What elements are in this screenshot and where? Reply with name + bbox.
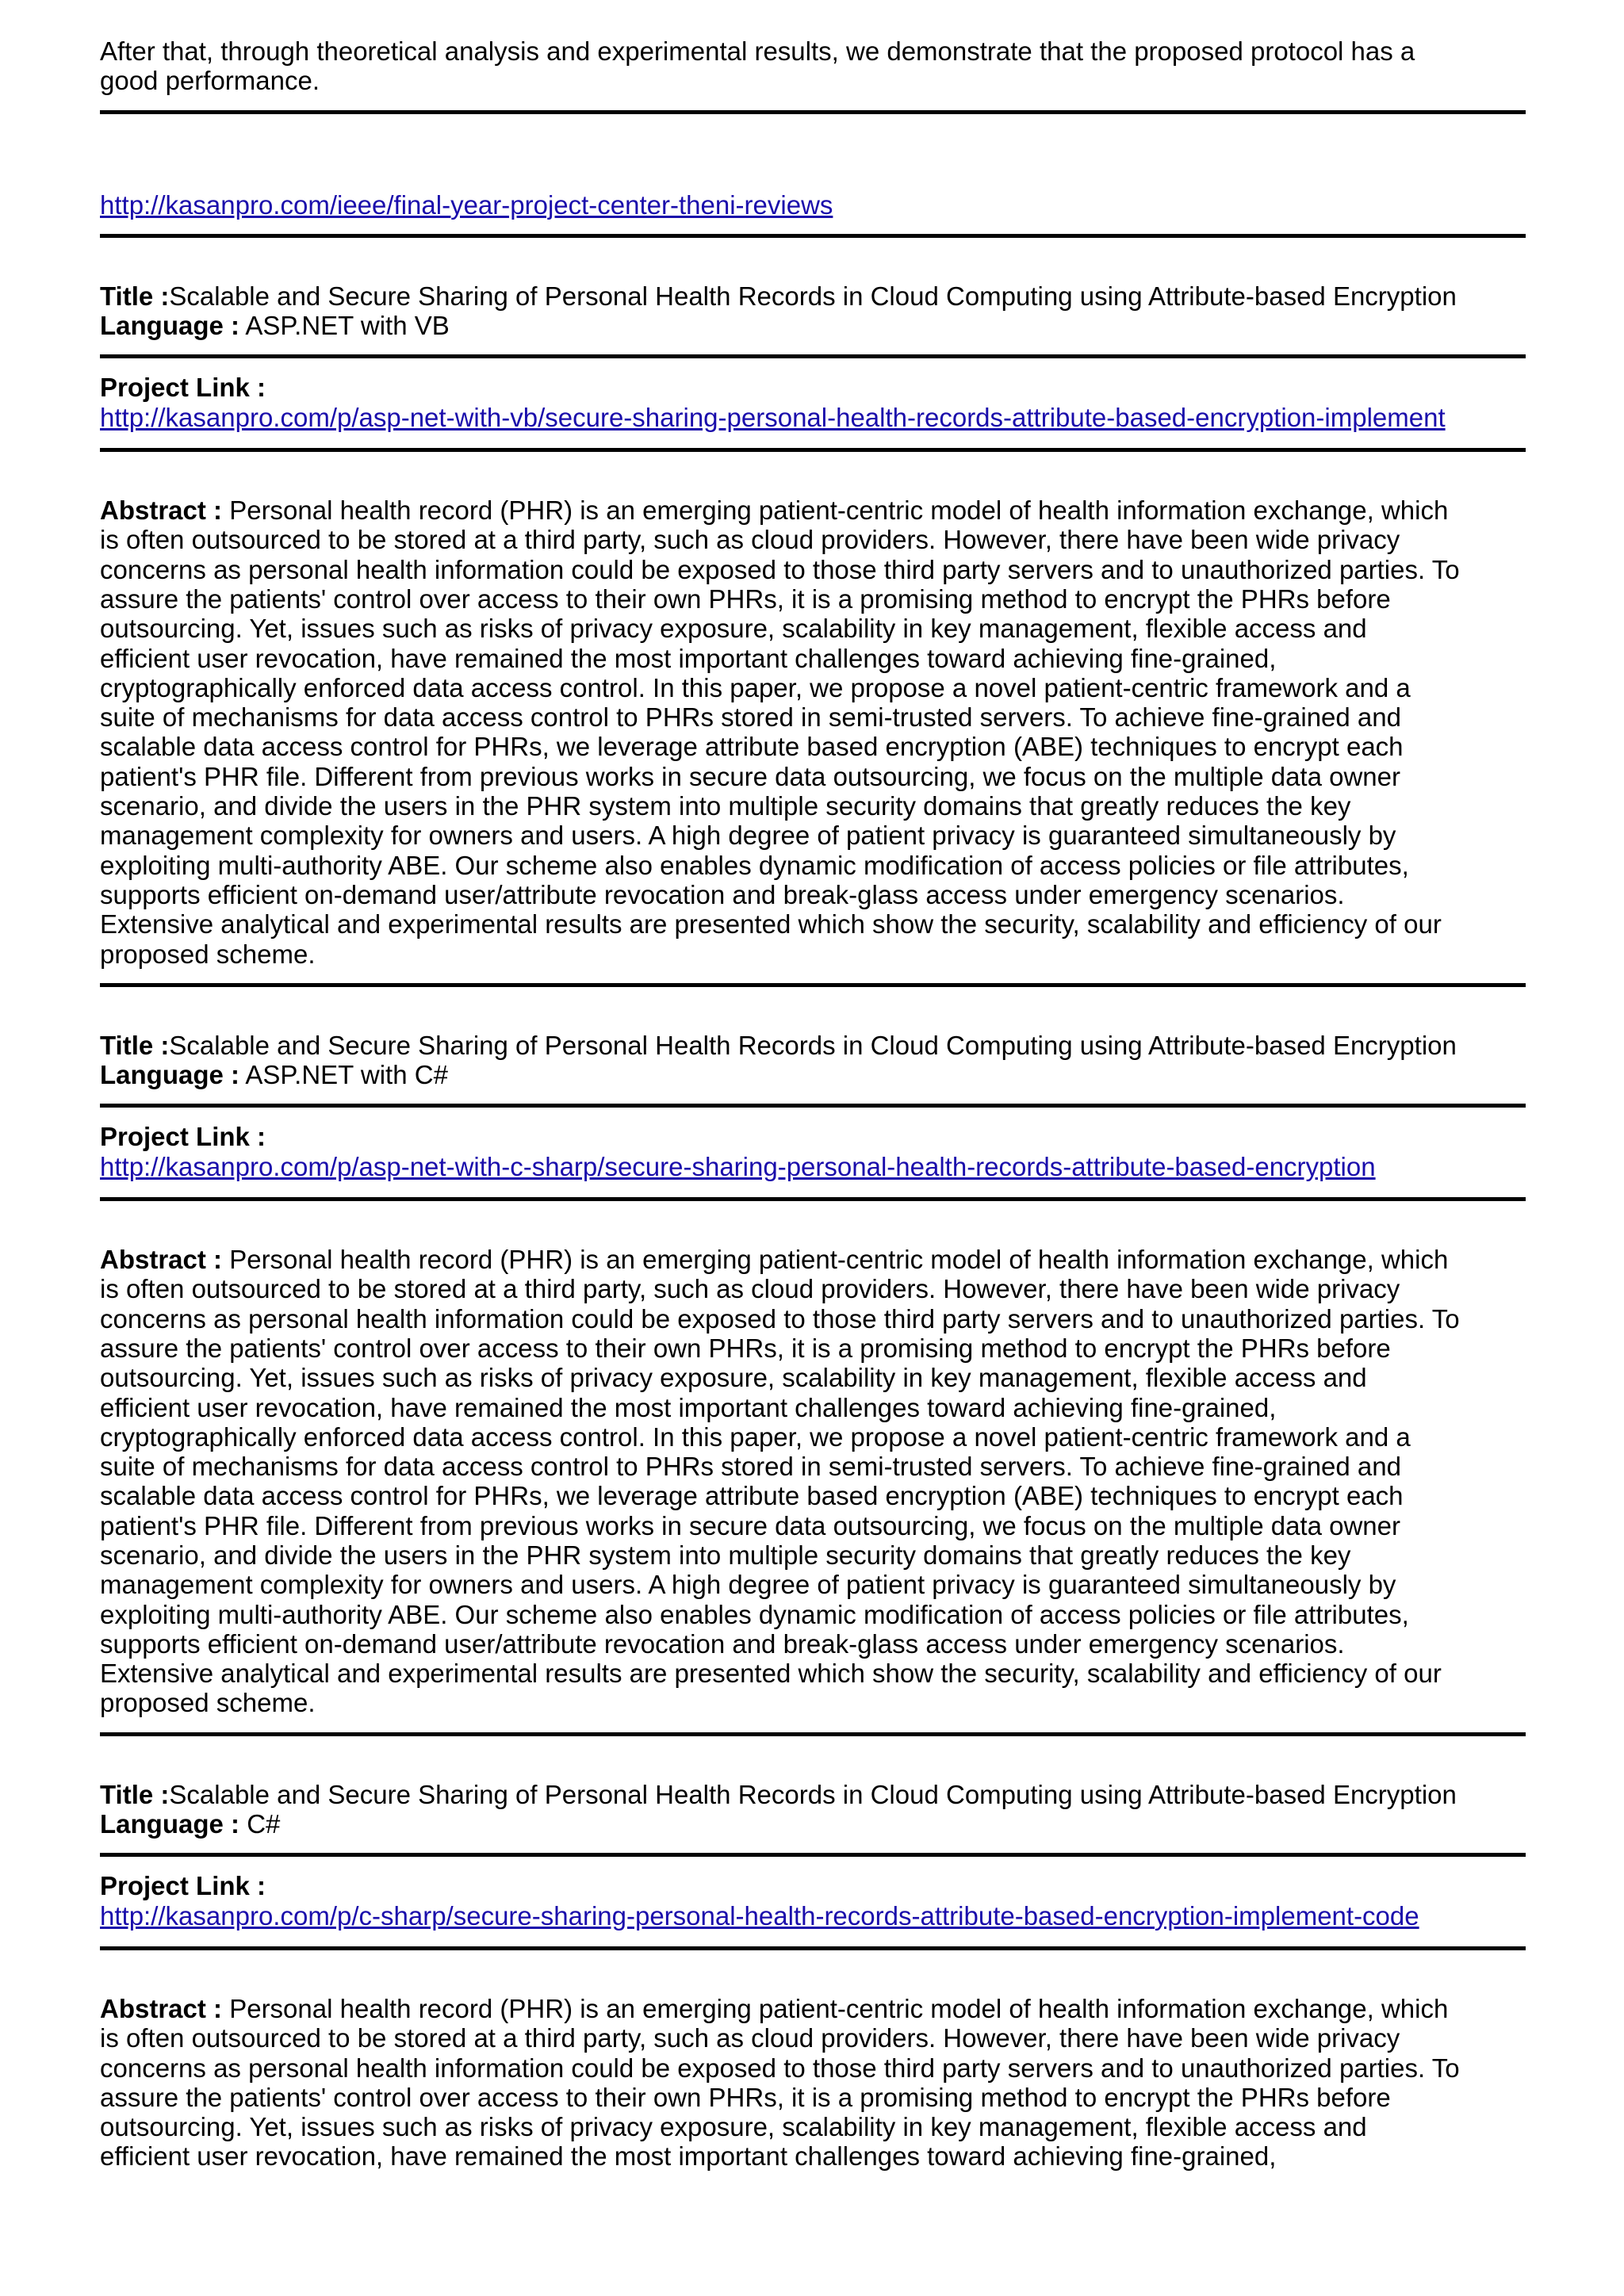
divider [100, 1732, 1526, 1736]
divider [100, 1946, 1526, 1950]
title-line [100, 281, 1526, 311]
project-entry [100, 281, 1526, 987]
title-line [100, 1780, 1526, 1809]
divider [100, 354, 1526, 358]
reviews-link[interactable]: http://kasanpro.com/ieee/final-year-project-center-theni-reviews [100, 189, 833, 220]
abstract-label: Abstract : [100, 1245, 223, 1275]
project-title: Scalable and Secure Sharing of Personal Health Records in Cloud Computing using Attribute-based Encryption [169, 1030, 1457, 1060]
divider [100, 983, 1526, 987]
project-entry [100, 1031, 1526, 1736]
abstract-text: Personal health record (PHR) is an emerging patient-centric model of health information exchange, which is often outsourced to be stored at a third party, such as cloud providers. However, there have been wide privacy concerns as personal health information could be exposed to those third party servers and to unauthorized parties. To assure the patients' control over access to their own PHRs, it is a promising method to encrypt the PHRs before outsourcing. Yet, issues such as risks of privacy exposure, scalability in key management, flexible access and efficient user revocation, have remained the most important challenges toward achieving fine-grained, [100, 1993, 1460, 2172]
title-label: Title : [100, 1030, 170, 1060]
abstract-text: Personal health record (PHR) is an emerging patient-centric model of health information exchange, which is often outsourced to be stored at a third party, such as cloud providers. However, there have been wide privacy concerns as personal health information could be exposed to those third party servers and to unauthorized parties. To assure the patients' control over access to their own PHRs, it is a promising method to encrypt the PHRs before outsourcing. Yet, issues such as risks of privacy exposure, scalability in key management, flexible access and efficient user revocation, have remained the most important challenges toward achieving fine-grained, cryptographically enforced data access control. In this paper, we propose a novel patient-centric framework and a suite of mechanisms for data access control to PHRs stored in semi-trusted servers. To achieve fine-grained and scalable data access control for PHRs, we leverage attribute based encryption (ABE) techniques to encrypt each patient's PHR file. Different from previous works in secure data outsourcing, we focus on the multiple data owner scenario, and divide the users in the PHR system into multiple security domains that greatly reduces the key management complexity for owners and users. A high degree of patient privacy is guaranteed simultaneously by exploiting multi-authority ABE. Our scheme also enables dynamic modification of access policies or file attributes, supports efficient on-demand user/attribute revocation and break-glass access under emergency scenarios. Extensive analytical and experimental results are presented which show the security, scalability and efficiency of our proposed scheme. [100, 1245, 1460, 1718]
project-title: Scalable and Secure Sharing of Personal Health Records in Cloud Computing using Attribute-based Encryption [169, 281, 1457, 311]
abstract-paragraph [100, 1994, 1526, 2172]
abstract-label: Abstract : [100, 1993, 223, 2023]
project-entry [100, 1780, 1526, 2172]
document-page [100, 36, 1526, 2172]
project-link-label: Project Link : [100, 1122, 266, 1152]
entry-header [100, 1031, 1526, 1090]
abstract-label: Abstract : [100, 496, 223, 526]
project-link-block [100, 1122, 1526, 1181]
divider [100, 1197, 1526, 1201]
title-label: Title : [100, 1779, 170, 1809]
abstract-paragraph [100, 1245, 1526, 1718]
project-link[interactable]: http://kasanpro.com/p/c-sharp/secure-sharing-personal-health-records-attribute-based-encryption-implement-code [100, 1900, 1419, 1931]
entry-header [100, 281, 1526, 341]
language-label: Language : [100, 311, 240, 341]
project-link-block [100, 373, 1526, 432]
abstract-paragraph [100, 496, 1526, 969]
divider [100, 1104, 1526, 1108]
intro-paragraph: After that, through theoretical analysis and experimental results, we demonstrate that the proposed protocol has a good performance. [100, 36, 1415, 96]
project-link-label: Project Link : [100, 1871, 266, 1901]
project-language: C# [247, 1809, 281, 1839]
entry-header [100, 1780, 1526, 1839]
project-link-block [100, 1871, 1526, 1931]
language-label: Language : [100, 1809, 240, 1839]
project-link[interactable]: http://kasanpro.com/p/asp-net-with-c-sharp/secure-sharing-personal-health-records-attribute-based-encryption [100, 1151, 1376, 1181]
project-language: ASP.NET with VB [245, 311, 450, 341]
language-line [100, 311, 1526, 340]
project-title: Scalable and Secure Sharing of Personal Health Records in Cloud Computing using Attribute-based Encryption [169, 1779, 1457, 1809]
project-link-label: Project Link : [100, 373, 266, 403]
divider [100, 1853, 1526, 1857]
title-label: Title : [100, 281, 170, 311]
language-label: Language : [100, 1060, 240, 1090]
divider [100, 110, 1526, 114]
language-line [100, 1060, 1526, 1089]
language-line [100, 1809, 1526, 1839]
title-line [100, 1031, 1526, 1060]
divider [100, 234, 1526, 238]
divider [100, 448, 1526, 452]
project-language: ASP.NET with C# [245, 1060, 448, 1090]
abstract-text: Personal health record (PHR) is an emerging patient-centric model of health information exchange, which is often outsourced to be stored at a third party, such as cloud providers. However, there have been wide privacy concerns as personal health information could be exposed to those third party servers and to unauthorized parties. To assure the patients' control over access to their own PHRs, it is a promising method to encrypt the PHRs before outsourcing. Yet, issues such as risks of privacy exposure, scalability in key management, flexible access and efficient user revocation, have remained the most important challenges toward achieving fine-grained, cryptographically enforced data access control. In this paper, we propose a novel patient-centric framework and a suite of mechanisms for data access control to PHRs stored in semi-trusted servers. To achieve fine-grained and scalable data access control for PHRs, we leverage attribute based encryption (ABE) techniques to encrypt each patient's PHR file. Different from previous works in secure data outsourcing, we focus on the multiple data owner scenario, and divide the users in the PHR system into multiple security domains that greatly reduces the key management complexity for owners and users. A high degree of patient privacy is guaranteed simultaneously by exploiting multi-authority ABE. Our scheme also enables dynamic modification of access policies or file attributes, supports efficient on-demand user/attribute revocation and break-glass access under emergency scenarios. Extensive analytical and experimental results are presented which show the security, scalability and efficiency of our proposed scheme. [100, 496, 1460, 969]
project-link[interactable]: http://kasanpro.com/p/asp-net-with-vb/secure-sharing-personal-health-records-attribute-based-encryption-implement [100, 402, 1446, 432]
